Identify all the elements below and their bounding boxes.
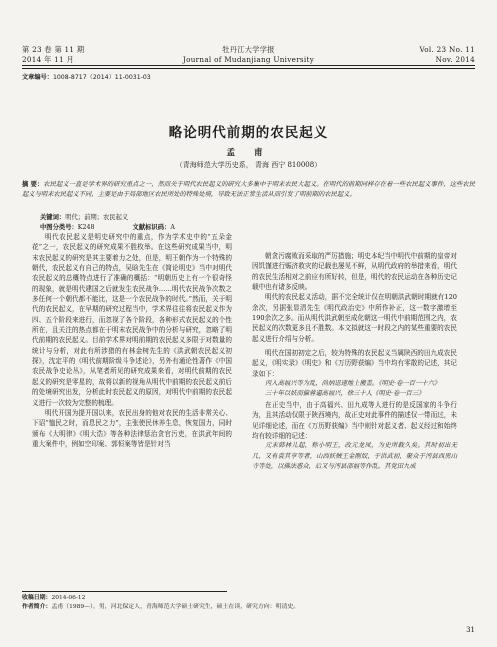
page-number: 31 <box>466 626 475 634</box>
article-number-value: 1008-8717（2014）11-0031-03 <box>52 74 151 81</box>
abstract-text: 农民起义一直是学术界的研究重点之一，然而关于明代农民起义的研究大多集中于明末农民大起义。在明代的前期同样存在着一些农民起义事件，这些农民起义与明末农民起义不同，主要是由于局部地区农民所处的特殊处境，导致无法正常生活从而引发了明前期的农民起义。 <box>22 181 475 199</box>
block-quote: 丙入高福兴等为乱，尚炳迅速地上搬盖。《明史·卷一百一十六》 <box>265 380 441 388</box>
doc-code-value: A <box>170 224 175 231</box>
classification-value: K248 <box>77 224 95 231</box>
journal-name-en: Journal of Mudanjiang University <box>182 55 315 64</box>
keywords-value: 明代；前期；农民起义 <box>65 214 129 221</box>
body-paragraph: 明代在国初初定之后，较为特殊的农民起义当属陕西的田九成农民起义，《明实录》《明史》和《万历野获编》当中均有零散的记述，其记录如下： <box>252 349 457 378</box>
body-paragraph: 明代开国为提开国以来，农民出身的他对农民的生活非常关心、下诏“恤民之时，而息民之力”，主张使民休养生息，恢复国力，同时颁布《大明律》《明大诰》等各种法律惩治贪官污吏，在洪武年间的重大案件中，例如空印案、郭恒案等皆是针对当 <box>32 408 232 448</box>
keywords-label: 关键词： <box>40 214 66 221</box>
header-rule-thin <box>22 68 475 69</box>
classification-label: 中图分类号： <box>40 224 78 231</box>
block-quote: 三十年以妖而偏蓉逼高福兴，徐三十人《明史·卷一百三》 <box>265 390 425 398</box>
article-author: 孟 甫 <box>226 148 271 158</box>
running-header-row-2 <box>22 55 475 65</box>
volume-issue: 第 23 卷 第 11 期 <box>22 45 85 54</box>
body-paragraph: 明代农民起义是明史研究中的重点，作为学术史中的“五朵金花”之一，农民起义的研究成果不胜枚举。在这些研究成果当中，明末农民起义的研究是其主要着力之处，但是，明王朝作为一个特殊的朝代，农民起义有自己的特点，吴晗先生在《简论明史》当中对明代农民起义的总概特点进行了准确的概括：“明朝历史上有一个很奇怪的现象，就是明代建国之后就发生农民战争……明代农民战争次数之多任何一个朝代都不能比，这是一个农民战争的时代。”然而，关于明代的农民起义，在早期的研究过程当中，学术界往往将农民起义作为四、五个阶段来进行，而忽视了各个阶段，各种形式农民起义的个性所在，且关注的热点都在于明末农民战争中的分析与研究，忽略了明代前期的农民起义。目前学术界对明前期的农民起义多限于对数量的统计与分析，对此有所涉猎的有林金树先生的《洪武朝农民起义初探》，沈定平的《明代前期阶级斗争述论》，另外有通论性著作《中国农民战争史论丛》，从笔者所见的研究成果来看，对明代前期的农民起义的研究是零星的，故将以新的视角从明代中前期的农民起义前后的处境研究出发，分析此时农民起义的原因，对明代中前期的农民起义进行一次较为完整的梳理。 <box>32 233 232 407</box>
received-value: 2014-06-12 <box>51 595 86 601</box>
abstract <box>22 180 475 201</box>
classification <box>40 222 175 231</box>
body-paragraph: 在正史当中，由于高福兴、田九成等人进行的是反国家的斗争行为，且其活动仅限于陕西境内，故正史对此事件的描述仅一带而过，未见详细论述，而在《万历野获编》当中则针对起义者、起义经过和始终均有较详细的记述： <box>252 400 457 440</box>
body-column-right <box>252 251 457 472</box>
publication-date: 2014 年 11 月 <box>22 55 74 64</box>
abstract-label: 摘 要： <box>22 181 44 188</box>
author-affiliation: （青海师范大学历史系， 青海 西宁 810008） <box>175 161 322 169</box>
keywords <box>40 212 128 221</box>
body-paragraph: 明代的农民起义活动，据不完全统计仅在明朝洪武朝时期就有120余次，另据张显清先生《明代政治史》中所作补正，这一数字激增至190余次之多。而从明代洪武朝至成化朝这一明代中前期范围之内，农民起义的次数更多且不胜数。本文拟就这一时段之内的某些重要的农民起义进行介绍与分析。 <box>252 293 457 343</box>
volume-issue-en: Vol. 23 No. 11 <box>419 45 475 54</box>
doc-code-label: 文献标识码： <box>132 224 171 231</box>
block-quote: 元末韩林儿起，称小明王，改元龙凤，为史所载久矣。其时初出无几，又有袁其亨等者，山西妖贼王金刚奴，于洪武初，聚众于沔县西黑山寺等处，以佛法惑众，后又与沔县邵福等作乱。其党田九成 <box>252 442 457 470</box>
body-paragraph: 朝贪污腐败而采取的严厉措施；明史本纪当中明代中前期的皇帝对因饥馑进行赈济救灾的记载也屡见不鲜，从明代政府的举措来看，明代的农民生活相对之前应有所好转，但是，明代的农民运动在各种历史记载中也有诸多反映。 <box>252 252 457 292</box>
received-date <box>22 594 474 603</box>
article-title: 略论明代前期的农民起义 <box>168 125 329 141</box>
running-header-row-1 <box>22 45 475 55</box>
article-number-label: 文章编号： <box>22 74 53 81</box>
article-number <box>22 72 151 81</box>
received-label: 收稿日期： <box>22 595 52 601</box>
body-column-left <box>32 232 232 449</box>
author-bio-label: 作者简介： <box>22 604 52 610</box>
publication-date-en: Nov. 2014 <box>435 55 475 64</box>
header-rule-thick <box>22 65 475 66</box>
footnote-rule <box>22 591 227 592</box>
journal-name-cn: 牡丹江大学学报 <box>222 45 275 54</box>
author-bio <box>22 603 474 612</box>
author-bio-value: 孟甫（1989—），男，河北保定人，青海师范大学硕士研究生，硕士在读，研究方向：明清史。 <box>51 604 300 610</box>
